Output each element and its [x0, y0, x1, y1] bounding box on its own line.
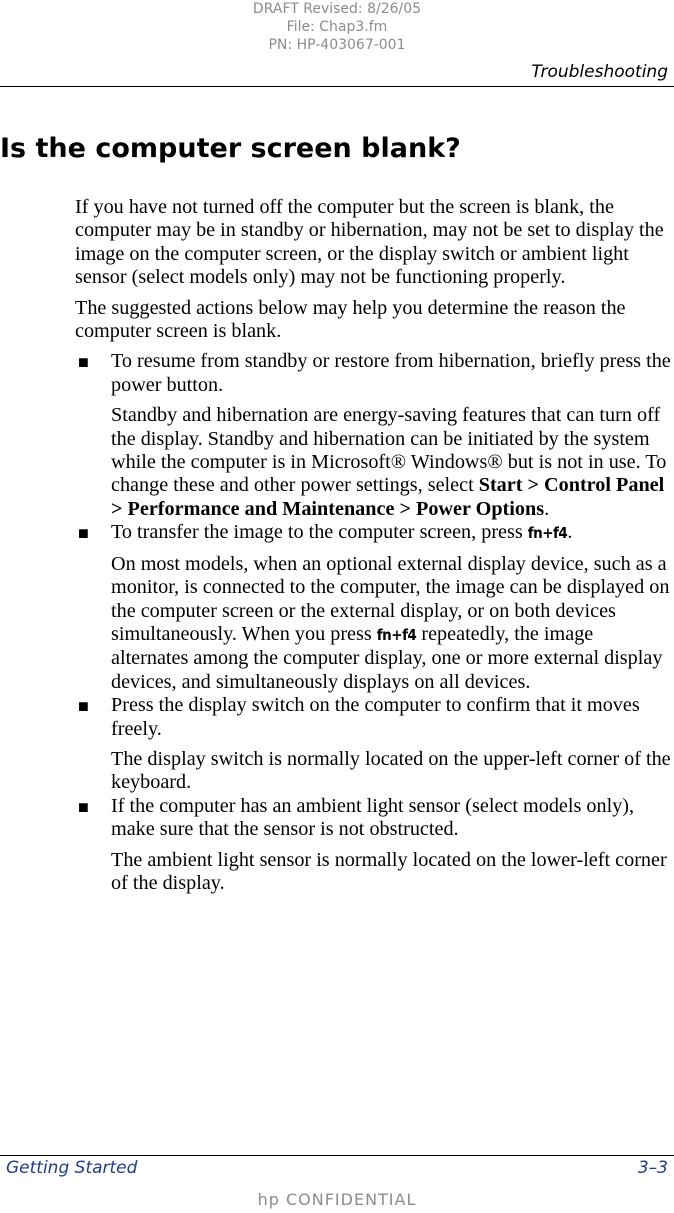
key-combo: fn+f4 — [376, 625, 417, 644]
bullet-square-icon: ■ — [78, 796, 89, 817]
intro-paragraph-1: If you have not turned off the computer but the screen is blank, the computer may be in standby or hibernation, may not be set to display the image on the computer screen, or the display switch or ambient light sensor (select models only) may not be functioning properly. — [75, 196, 664, 289]
bullet-item-transfer — [75, 521, 673, 545]
bullet-item-standby — [75, 350, 673, 397]
key-combo: fn+f4 — [527, 524, 568, 543]
bullet-detail-transfer: On most models, when an optional external display device, such as a monitor, is connected to the computer, the image can be displayed on the computer screen or the external display, or on both devices simultaneously. When you press fn+f4 repeatedly, the image alternates among the computer display, one or more external display devices, and simultaneously displays on all devices. — [111, 552, 670, 693]
intro-paragraph-2: The suggested actions below may help you determine the reason the computer screen is blank. — [75, 296, 626, 343]
bullet-text: If the computer has an ambient light sensor (select models only), make sure that the sensor is not obstructed. — [111, 794, 635, 841]
draft-revised: DRAFT Revised: 8/26/05 — [252, 1, 422, 17]
draft-stamp — [0, 0, 674, 54]
footer-book-title: Getting Started — [6, 1158, 138, 1178]
bullet-item-display-switch — [75, 694, 673, 741]
bullet-detail-display-switch: The display switch is normally located on the upper-left corner of the keyboard. — [111, 747, 671, 794]
bullet-text: Press the display switch on the computer to confirm that it moves freely. — [111, 694, 640, 740]
section-title: Is the computer screen blank? — [0, 133, 461, 164]
draft-part-number: PN: HP-403067-001 — [268, 37, 406, 53]
menu-path: Start > Control Panel > Performance and Maintenance > Power Options — [111, 474, 665, 520]
running-head: Troubleshooting — [531, 62, 668, 82]
bullet-square-icon: ■ — [78, 523, 89, 544]
bullet-text: To transfer the image to the computer screen, press fn+f4. — [111, 521, 573, 544]
footer-page-number: 3–3 — [637, 1158, 668, 1178]
bullet-square-icon: ■ — [78, 696, 89, 717]
bullet-text: To resume from standby or restore from hibernation, briefly press the power button. — [111, 350, 671, 396]
confidential-stamp: hp CONFIDENTIAL — [257, 1190, 417, 1209]
bullet-detail-standby: Standby and hibernation are energy-saving features that can turn off the display. Standby and hibernation can be initiated by the system while the computer is in Microsoft® Windows® but is not in use. To change these and other power settings, select Start > Control Panel > Performance and Maintenance > Power Options. — [111, 404, 667, 520]
bullet-item-light-sensor — [75, 795, 673, 842]
draft-file: File: Chap3.fm — [286, 19, 388, 35]
header-rule — [0, 86, 674, 87]
footer-rule — [0, 1155, 674, 1156]
bullet-detail-light-sensor: The ambient light sensor is normally located on the lower-left corner of the display. — [111, 848, 667, 894]
bullet-square-icon: ■ — [78, 352, 89, 373]
body-text — [75, 196, 673, 895]
